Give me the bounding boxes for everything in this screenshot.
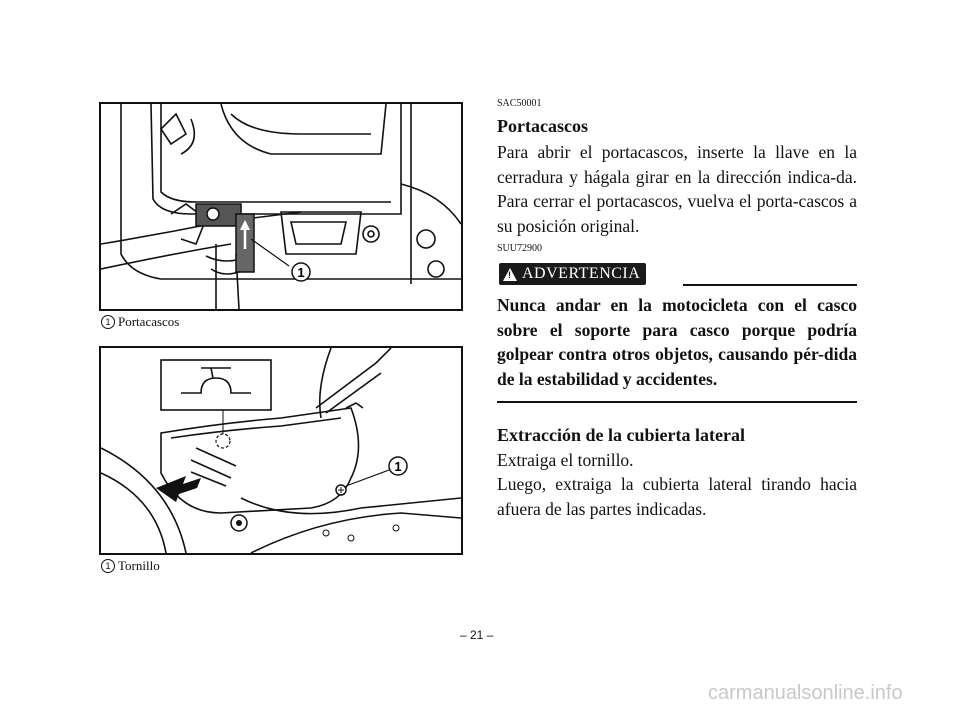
- warning-badge-label: ADVERTENCIA: [522, 265, 641, 282]
- warning-bottom-rule: [497, 401, 857, 403]
- section2-line2: Luego, extraiga la cubierta lateral tirando hacia afuera de las partes indicadas.: [497, 474, 857, 519]
- warning-code: SUU72900: [497, 243, 543, 254]
- watermark: carmanualsonline.info: [708, 682, 903, 704]
- caption-number-badge: 1: [101, 559, 115, 573]
- figure1-callout: 1: [297, 265, 305, 280]
- figure1-caption: [101, 314, 179, 330]
- caption-text: Portacascos: [118, 314, 180, 329]
- helmet-holder-illustration: [101, 104, 461, 309]
- figure2-callout: 1: [394, 459, 402, 474]
- section1-heading: Portacascos: [497, 116, 588, 136]
- section1-body: Para abrir el portacascos, inserte la llave en la cerradura y hágala girar en la dirección indica-da. Para cerrar el portacascos, vuelva el porta-cascos a su posición original.: [497, 142, 857, 236]
- figure-helmet-holder: [99, 102, 463, 311]
- section1-code: SAC50001: [497, 98, 542, 109]
- warning-top-rule: [683, 284, 857, 286]
- side-cover-illustration: [101, 348, 461, 553]
- figure-side-cover: [99, 346, 463, 555]
- page-number: – 21 –: [460, 628, 494, 642]
- caption-number-badge: 1: [101, 315, 115, 329]
- section2-line1: Extraiga el tornillo.: [497, 450, 634, 470]
- warning-badge: [499, 263, 646, 285]
- warning-text: Nunca andar en la motocicleta con el casco sobre el soporte para casco porque podría golpear contra otros objetos, causando pér-dida de la estabilidad y accidentes.: [497, 295, 857, 389]
- caption-text: Tornillo: [118, 558, 160, 573]
- warning-triangle-icon: !: [503, 268, 517, 281]
- section2-heading: Extracción de la cubierta lateral: [497, 425, 745, 445]
- figure2-caption: [101, 558, 160, 574]
